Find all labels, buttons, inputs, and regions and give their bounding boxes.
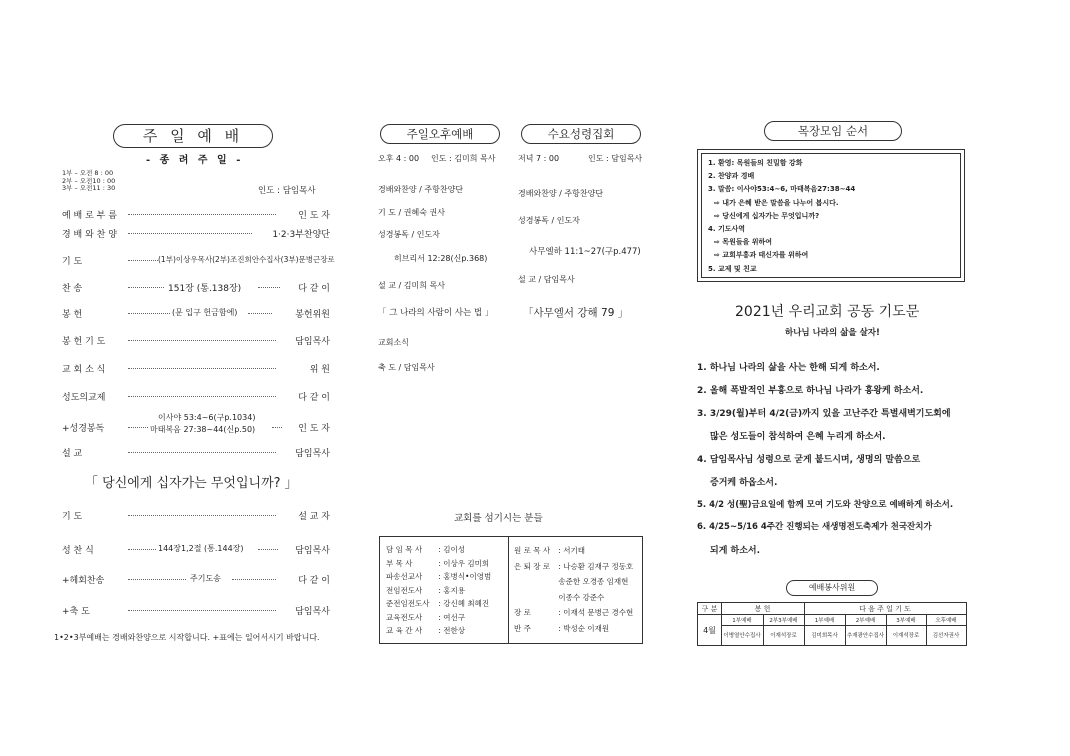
servant-row: 파송선교사 : 홍병식•이영범: [386, 572, 492, 581]
order-right: 다 같 이: [298, 284, 330, 294]
prayer-line: 4. 담임목사님 성령으로 굳게 붙드시며, 생명의 말씀으로: [697, 455, 921, 465]
afternoon-line: 교회소식: [378, 338, 409, 347]
servant-row: 송준한 오경종 임재현: [558, 577, 629, 586]
duty-month: 4월: [703, 626, 716, 635]
order-row: [62, 604, 330, 618]
order-label: 교 회 소 식: [62, 365, 106, 375]
cell-line: 4. 기도사역: [708, 225, 746, 234]
cell-line: ⇨ 목원들을 위하여: [714, 238, 773, 247]
prayer-line: 2. 올해 폭발적인 부흥으로 하나님 나라가 흥왕케 하소서.: [697, 386, 924, 396]
order-row: [62, 362, 330, 376]
order-right: 설 교 자: [298, 512, 330, 522]
order-label: 설 교: [62, 449, 83, 459]
order-right: 담임목사: [295, 449, 330, 459]
cell-line: ⇨ 교회부흥과 태신자를 위하여: [714, 251, 809, 260]
order-mid: 144장1,2절 (통.144장): [158, 544, 244, 553]
order-label: 봉 헌 기 도: [62, 337, 106, 347]
afternoon-line: 설 교 / 김미희 목사: [378, 281, 445, 290]
afternoon-leader: 인도 : 김미희 목사: [431, 154, 496, 163]
order-row: [62, 307, 330, 321]
service-times: [62, 170, 115, 193]
sermon-title: 「 당신에게 십자가는 무엇입니까? 」: [85, 476, 298, 491]
servants-title: 교회를 섬기시는 분들: [454, 513, 543, 524]
servant-row: 부 목 사 : 이상우 김미희: [386, 558, 490, 568]
afternoon-line: 성경봉독 / 인도자: [378, 230, 440, 239]
time-2: 2부 – 오전10 : 00: [62, 176, 116, 185]
cell-group-box: [697, 149, 965, 282]
order-label: +헤회찬송: [62, 576, 105, 586]
order-label: 기 도: [62, 257, 83, 267]
order-label: 찬 송: [62, 284, 83, 294]
servant-row: 교 육 간 사 : 전한상: [386, 626, 466, 635]
order-right: 다 같 이: [298, 393, 330, 403]
duty-sub: 1부예배: [814, 618, 835, 624]
sunday-subtitle: - 종 려 주 일 -: [146, 155, 244, 166]
order-label: 경 배 와 찬 양: [62, 230, 117, 240]
duty-val: 이재석장로: [892, 633, 920, 639]
duty-val: 추재광안수집사: [846, 633, 885, 639]
servant-row: 은 퇴 장 로 : 나승환 김재구 정동호: [514, 561, 634, 571]
order-row: [62, 227, 330, 241]
servant-row: 전임전도사 : 홍지용: [386, 585, 466, 595]
servants-left: [386, 543, 491, 638]
order-row: [62, 413, 330, 440]
duty-sub: 오후예배: [935, 618, 957, 624]
prayer-line: 5. 4/2 성(聖)금요일에 함께 모여 기도와 찬양으로 예배하게 하소서.: [697, 500, 954, 510]
cell-line: 3. 말씀: 이사야53:4~6, 마태복음27:38~44: [708, 185, 856, 194]
wednesday-line: 경배와찬양 / 주항찬양단: [518, 189, 604, 198]
wednesday-line: 사무엘하 11:1~27(구p.477): [529, 247, 641, 257]
time-3: 3부 – 오전11 : 30: [62, 184, 116, 192]
duty-val: 이재석장로: [770, 633, 797, 639]
cell-line: ⇨ 내가 은혜 받은 말씀을 나누어 봅시다.: [714, 198, 839, 207]
sunday-note: 1•2•3부예배는 경배와찬양으로 시작합니다. +표에는 일어서시기 바랍니다.: [54, 633, 320, 642]
order-mid: 151장 (통.138장): [168, 284, 242, 294]
prayer-line: 6. 4/25~5/16 4주간 진행되는 새생명전도축제가 천국잔치가: [697, 522, 932, 532]
prayer-line: 1. 하나님 나라의 삶을 사는 한해 되게 하소서.: [697, 363, 880, 373]
cell-line: ⇨ 당신에게 십자가는 무엇입니까?: [714, 211, 820, 220]
servant-row: 장 로 : 이재석 문병근 경수현: [514, 608, 634, 617]
order-mid: 주기도송: [190, 574, 221, 583]
scripture-1: 이사야 53:4~6(구p.1034): [158, 413, 256, 422]
duty-val: 이병열안수집사: [723, 633, 761, 639]
prayer-title: 2021년 우리교회 공동 기도문: [735, 304, 920, 320]
order-row: [62, 543, 330, 557]
servant-row: 원 로 목 사 : 서기태: [514, 546, 586, 555]
prayer-line: 증거케 하옵소서.: [710, 478, 778, 488]
wednesday-title: 수요성령집회: [521, 124, 641, 144]
prayer-line: 3. 3/29(월)부터 4/2(금)까지 있을 고난주간 특별새벽기도회에: [697, 409, 951, 419]
sunday-leader: 인도 : 담임목사: [258, 186, 316, 196]
servant-row: 담 임 목 사 : 김이성: [386, 545, 466, 554]
prayer-line: 되게 하소서.: [710, 546, 761, 556]
order-right: 담임목사: [295, 546, 330, 556]
order-label: +축 도: [62, 607, 90, 617]
servant-row: 준전임전도사 : 강신혜 최혜진: [386, 599, 490, 608]
order-row: [62, 509, 330, 523]
cell-group-title: 목장모임 순서: [764, 121, 902, 141]
order-right: 1·2·3부찬양단: [272, 230, 330, 240]
afternoon-line: 경배와찬양 / 주항찬양단: [378, 185, 464, 194]
servant-row: 이종수 강준수: [558, 592, 605, 602]
duty-val: 김선자권사: [932, 633, 960, 639]
afternoon-line: 히브리서 12:28(신p.368): [394, 254, 488, 263]
duty-sub: 2부3부예배: [769, 618, 798, 624]
afternoon-sermon: 「 그 나라의 사람이 사는 법 」: [378, 308, 494, 318]
prayer-line: 많은 성도들이 참석하여 은혜 누리게 하소서.: [710, 432, 886, 442]
order-right: 다 같 이: [298, 576, 330, 586]
servants-right: [514, 543, 633, 636]
prayer-subtitle: 하나님 나라의 삶을 살자!: [785, 328, 880, 338]
order-row: [62, 208, 330, 222]
order-label: 봉 헌: [62, 310, 83, 320]
afternoon-line: 축 도 / 담임목사: [378, 363, 435, 372]
order-row: [62, 390, 330, 404]
order-right: 위 원: [309, 365, 330, 375]
order-right: 인 도 자: [298, 211, 330, 221]
duty-title: 예배봉사위원: [786, 580, 878, 596]
duty-sub: 2부예배: [855, 618, 876, 624]
afternoon-time: 오후 4 : 00: [378, 154, 420, 163]
sunday-title: 주 일 예 배: [113, 124, 273, 148]
duty-sub: 3부예배: [896, 618, 916, 624]
duty-head: 다 음 주 일 기 도: [859, 605, 911, 613]
scripture-2: 마태복음 27:38~44(신p.50): [150, 425, 256, 434]
order-mid: (1부)이상우목사(2부)조진희안수집사(3부)문병근장로: [158, 255, 335, 264]
order-label: 기 도: [62, 512, 83, 522]
afternoon-title: 주일오후예배: [380, 124, 500, 144]
order-right: 담임목사: [295, 337, 330, 347]
order-right: 봉헌위원: [295, 310, 330, 320]
servant-row: 반 주 : 박성순 이재원: [514, 623, 610, 633]
order-right: 담임목사: [295, 607, 330, 617]
servants-box: [379, 536, 643, 644]
wednesday-leader: 인도 : 담임목사: [588, 154, 643, 163]
duty-head: 구 분: [701, 605, 718, 613]
cell-line: 2. 찬양과 경배: [708, 172, 755, 181]
wednesday-sermon: 「사무엘서 강해 79 」: [523, 307, 629, 319]
order-label: 예 배 로 부 름: [62, 211, 117, 221]
servant-row: 교육전도사 : 여선구: [386, 612, 466, 622]
duty-sub: 1부예배: [732, 618, 752, 624]
afternoon-line: 기 도 / 권혜숙 권사: [378, 208, 445, 217]
order-mid: (문 입구 헌금함에): [172, 308, 238, 317]
duty-table: [697, 602, 967, 646]
cell-line: 1. 환영: 목원들의 친밀함 강화: [708, 159, 803, 167]
order-label: 성 찬 식: [62, 546, 94, 556]
wednesday-line: 설 교 / 담임목사: [518, 275, 575, 284]
order-label: +성경봉독: [62, 424, 105, 434]
time-1: 1부 – 오전 8 : 00: [62, 169, 114, 177]
duty-val: 김미희목사: [811, 633, 838, 639]
cell-line: 5. 교제 및 친교: [708, 264, 757, 273]
wednesday-time: 저녁 7 : 00: [518, 154, 560, 163]
order-row: [62, 254, 334, 268]
order-row: [62, 573, 330, 587]
order-row: [62, 446, 330, 460]
order-row: [62, 281, 330, 295]
order-row: [62, 334, 330, 348]
order-label: 성도의교제: [62, 393, 106, 403]
duty-head: 봉 헌: [754, 605, 771, 613]
order-right: 인 도 자: [298, 424, 330, 434]
wednesday-line: 성경봉독 / 인도자: [518, 216, 580, 225]
